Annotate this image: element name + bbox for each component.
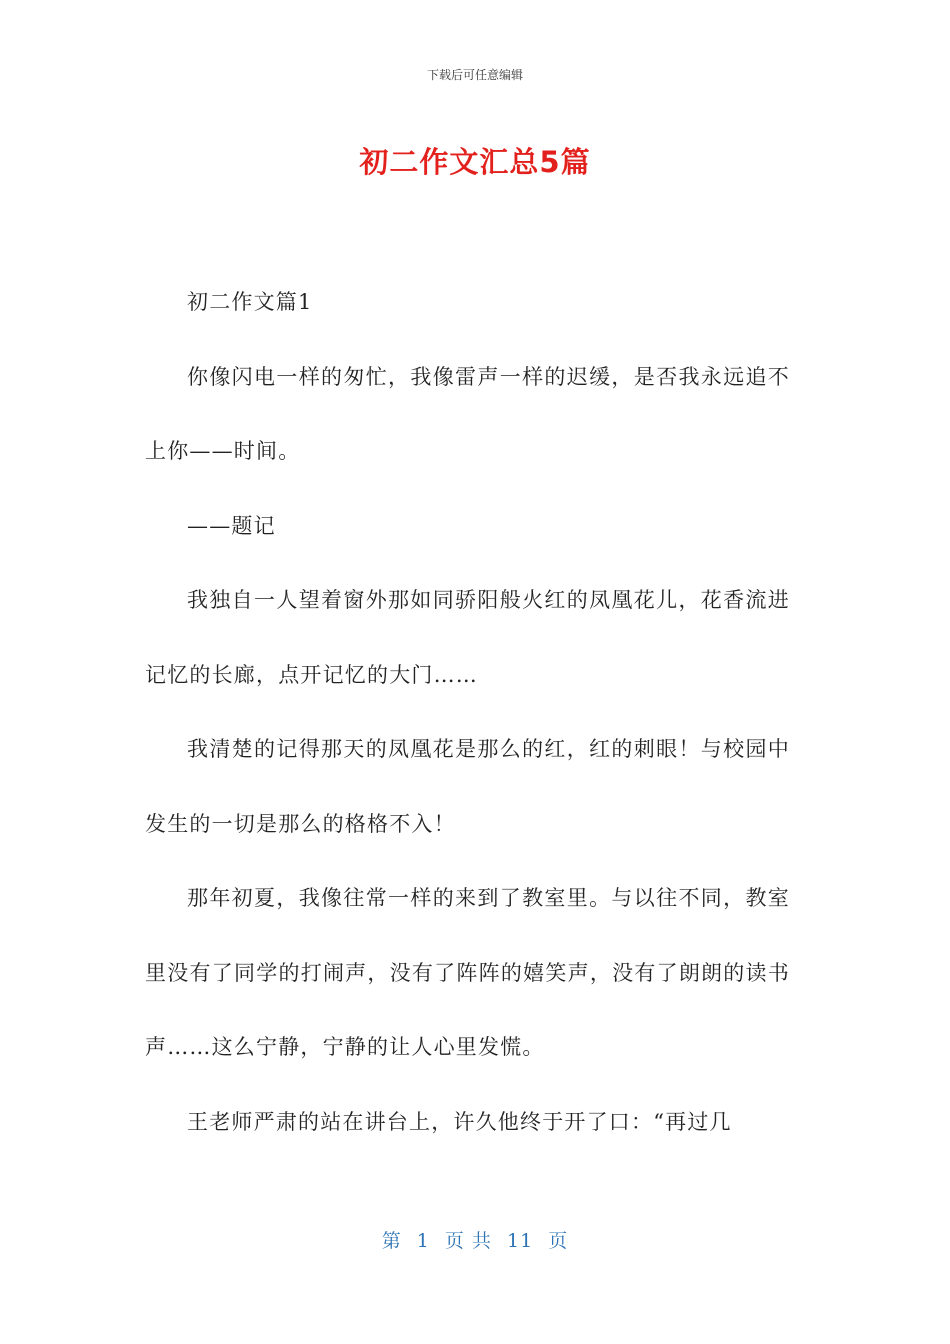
footer-prefix: 第 [381, 1230, 402, 1252]
paragraph: 我清楚的记得那天的凤凰花是那么的红，红的刺眼！与校园中发生的一切是那么的格格不入！ [145, 737, 790, 836]
footer-suffix: 页 [548, 1230, 569, 1252]
paragraph: 我独自一人望着窗外那如同骄阳般火红的凤凰花儿，花香流进记忆的长廊，点开记忆的大门…… [145, 588, 790, 687]
document-body [145, 265, 790, 1159]
paragraph-section-heading: 初二作文篇1 [187, 290, 313, 314]
page-footer [0, 1226, 950, 1253]
footer-total-pages: 11 [507, 1230, 534, 1252]
paragraph: 王老师严肃的站在讲台上，许久他终于开了口：“再过几 [187, 1109, 732, 1134]
paragraph-epigraph-attribution: ——题记 [187, 513, 276, 538]
paragraph: 那年初夏，我像往常一样的来到了教室里。与以往不同，教室里没有了同学的打闹声，没有了阵阵的嬉笑声，没有了朗朗的读书声……这么宁静，宁静的让人心里发慌。 [145, 886, 790, 1059]
footer-page-number: 1 [416, 1230, 430, 1252]
paragraph: 你像闪电一样的匆忙，我像雷声一样的迟缓，是否我永远追不上你——时间。 [145, 364, 790, 463]
footer-middle: 页 共 [444, 1230, 492, 1252]
document-title: 初二作文汇总5篇 [359, 145, 591, 179]
header-note: 下载后可任意编辑 [426, 68, 523, 82]
